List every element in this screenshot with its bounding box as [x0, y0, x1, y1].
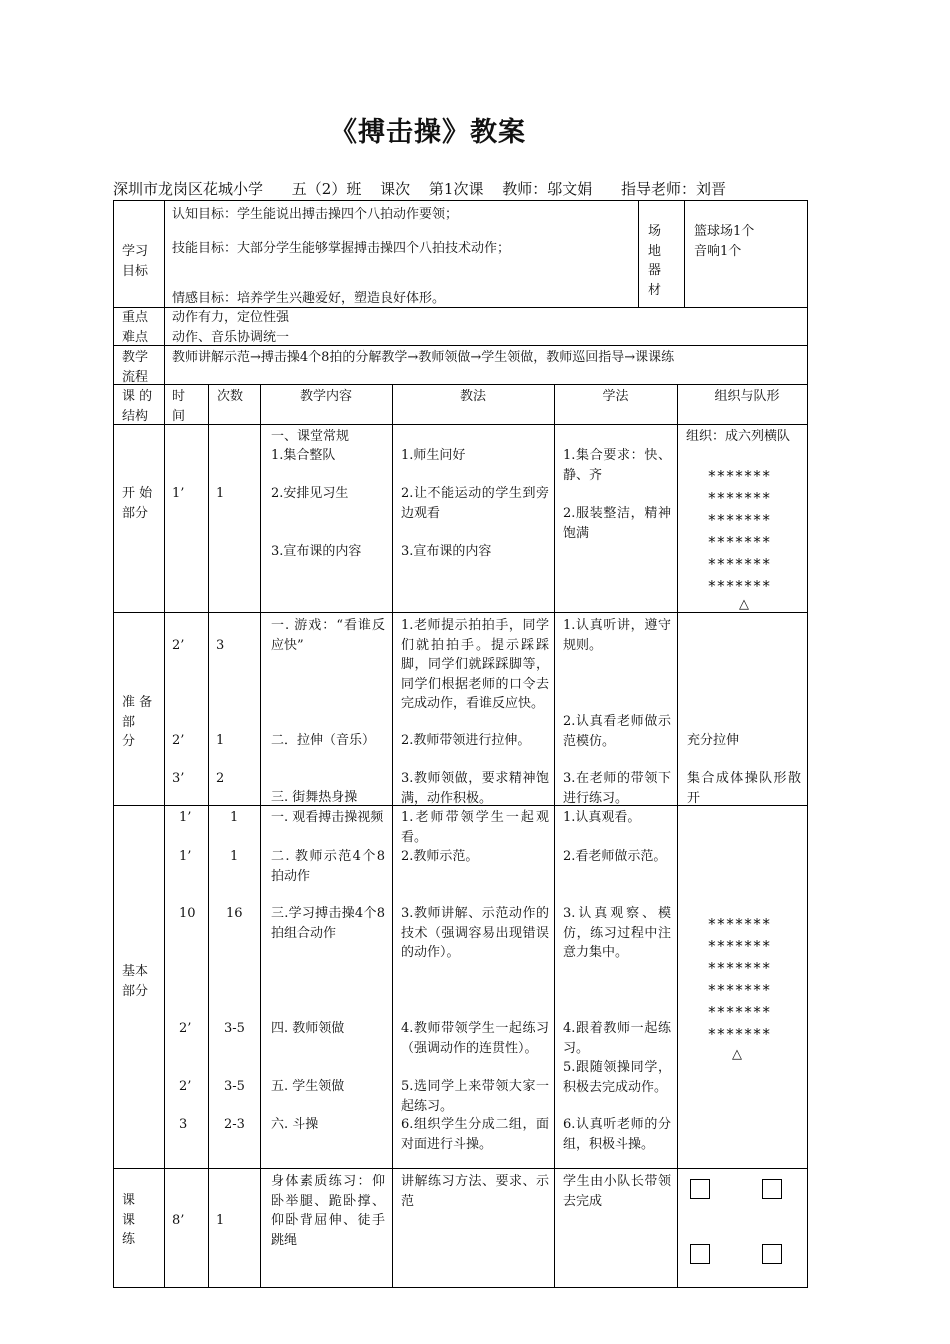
col-content: 教学内容: [299, 389, 352, 404]
basic-learn-4: 4.跟着教师一起练习。: [563, 1021, 671, 1056]
square-icon: [762, 1179, 782, 1199]
page-title: 《搏击操》教案: [330, 117, 526, 148]
prep-learn-2: 2.认真看老师做示范模仿。: [563, 714, 671, 749]
start-learn-1: 1.集合要求：快、静、齐: [563, 448, 671, 483]
basic-content-4: 四. 教师领做: [271, 1021, 345, 1036]
section-prep-label: 准 备 部 分: [122, 695, 153, 749]
basic-method-1: 1.老师带领学生一起观看。: [401, 810, 549, 845]
lesson-header: [113, 178, 740, 199]
section-basic-label: 基本 部分: [122, 964, 149, 999]
basic-formation: ******* ******* ******* ******* ******* *******: [707, 915, 771, 1043]
prep-method-3: 3.教师领做，要求精神饱满，动作积极。: [401, 771, 549, 806]
basic-content-2: 二. 教师示范4个8拍动作: [271, 849, 385, 884]
practice-time: 8’: [172, 1213, 185, 1228]
start-time: 1’: [172, 486, 185, 501]
section-practice-label: 课 课 练: [122, 1193, 136, 1247]
prep-content-2: 二．拉伸（音乐）: [271, 733, 376, 748]
start-content-3: 3.宣布课的内容: [271, 544, 362, 559]
goals-label: 学习 目标: [122, 244, 149, 279]
prep-time-1: 2’: [172, 638, 185, 653]
basic-learn-5: 5.跟随领操同学，积极去完成动作。: [563, 1060, 671, 1095]
prep-content-3: 三. 街舞热身操: [271, 790, 358, 805]
section-start-label: 开 始 部分: [122, 486, 153, 521]
start-content-1: 1.集合整队: [271, 448, 336, 463]
venue-label: 场 地 器 材: [648, 224, 662, 298]
basic-time-3: 10: [179, 906, 196, 921]
start-content-2: 2.安排见习生: [271, 486, 349, 501]
prep-time-2: 2’: [172, 733, 185, 748]
prep-learn-1: 1.认真听讲，遵守规则。: [563, 618, 671, 653]
basic-count-4: 3-5: [224, 1021, 245, 1036]
start-method-2: 2.让不能运动的学生到旁边观看: [401, 486, 549, 521]
basic-content-3: 三.学习搏击操4个8拍组合动作: [271, 906, 385, 941]
start-method-3: 3.宣布课的内容: [401, 544, 492, 559]
prep-count-3: 2: [216, 771, 225, 786]
prep-method-2: 2.教师带领进行拉伸。: [401, 733, 531, 748]
flow-label: 教学 流程: [122, 350, 149, 385]
teacher-name: 教师：邬文娟: [502, 180, 593, 198]
prep-org-2: 充分拉伸: [687, 733, 740, 748]
basic-time-4: 2’: [179, 1021, 192, 1036]
venue-equipment: 篮球场1个 音响1个: [694, 224, 755, 259]
prep-org-3: 集合成体操队形散开: [687, 771, 801, 806]
teaching-flow: 教师讲解示范→搏击操4个8拍的分解教学→教师领做→学生领做，教师巡回指导→课课练: [172, 350, 675, 365]
prep-count-2: 1: [216, 733, 225, 748]
start-count: 1: [216, 486, 225, 501]
basic-count-2: 1: [230, 849, 239, 864]
basic-learn-2: 2.看老师做示范。: [563, 849, 667, 864]
square-icon: [690, 1179, 710, 1199]
emotion-goal: 情感目标：培养学生兴趣爱好，塑造良好体形。: [172, 291, 446, 306]
teacher-position-icon: △: [739, 597, 749, 612]
square-icon: [762, 1244, 782, 1264]
basic-time-2: 1’: [179, 849, 192, 864]
col-structure: 课 的 结构: [122, 389, 153, 424]
basic-method-4: 4.教师带领学生一起练习（强调动作的连贯性）。: [401, 1021, 549, 1056]
basic-method-5: 5.选同学上来带领大家一起练习。: [401, 1079, 549, 1114]
basic-content-5: 五. 学生领做: [271, 1079, 345, 1094]
basic-method-6: 6.组织学生分成二组，面对面进行斗操。: [401, 1117, 549, 1152]
prep-method-1: 1.老师提示拍拍手，同学们就拍拍手。提示踩踩脚，同学们就踩踩脚等，同学们根据老师的口令去完成动作，看谁反应快。: [401, 618, 549, 711]
col-learning: 学法: [602, 389, 629, 404]
col-time: 时 间: [172, 389, 186, 424]
basic-time-5: 2’: [179, 1079, 192, 1094]
start-formation: ******* ******* ******* ******* ******* *******: [707, 467, 771, 595]
basic-time-6: 3: [179, 1117, 188, 1132]
basic-count-1: 1: [230, 810, 239, 825]
basic-count-6: 2-3: [224, 1117, 245, 1132]
key-points: 动作有力，定位性强 动作、音乐协调统一: [172, 310, 290, 345]
basic-time-1: 1’: [179, 810, 192, 825]
practice-content: 身体素质练习：仰卧举腿、跪卧撑、仰卧背屈伸、徒手跳绳: [271, 1174, 385, 1248]
basic-method-2: 2.教师示范。: [401, 849, 479, 864]
practice-count: 1: [216, 1213, 225, 1228]
basic-learn-6: 6.认真听老师的分组，积极斗操。: [563, 1117, 671, 1152]
key-points-label: 重点 难点: [122, 310, 149, 345]
practice-learn: 学生由小队长带领去完成: [563, 1174, 671, 1209]
col-method: 教法: [459, 389, 486, 404]
prep-content-1: 一. 游戏：“看谁反应快”: [271, 618, 385, 653]
practice-method: 讲解练习方法、要求、示范: [401, 1174, 549, 1209]
prep-count-1: 3: [216, 638, 225, 653]
cognitive-goal: 认知目标：学生能说出搏击操四个八拍动作要领；: [172, 207, 459, 222]
basic-method-3: 3.教师讲解、示范动作的技术（强调容易出现错误的动作）。: [401, 906, 549, 960]
lesson-label: 课次: [380, 180, 411, 198]
start-learn-2: 2.服装整洁，精神饱满: [563, 506, 671, 541]
advisor-name: 指导老师：刘晋: [621, 180, 727, 198]
basic-content-6: 六. 斗操: [271, 1117, 319, 1132]
school-name: 深圳市龙岗区花城小学: [113, 180, 264, 198]
col-count: 次数: [217, 389, 244, 404]
start-method-1: 1.师生问好: [401, 448, 466, 463]
basic-count-5: 3-5: [224, 1079, 245, 1094]
col-organization: 组织与队形: [714, 389, 780, 404]
basic-learn-1: 1.认真观看。: [563, 810, 641, 825]
class-name: 五（2）班: [291, 180, 362, 198]
skill-goal: 技能目标：大部分学生能够掌握搏击操四个八拍技术动作；: [172, 241, 511, 256]
teacher-position-icon: △: [732, 1047, 742, 1062]
prep-time-3: 3’: [172, 771, 185, 786]
square-icon: [690, 1244, 710, 1264]
start-organization: 组织：成六列横队: [686, 429, 791, 444]
lesson-number: 第1次课: [428, 180, 484, 198]
basic-count-3: 16: [226, 906, 243, 921]
prep-learn-3: 3.在老师的带领下进行练习。: [563, 771, 671, 806]
basic-learn-3: 3.认真观察、模仿，练习过程中注意力集中。: [563, 906, 671, 960]
basic-content-1: 一. 观看搏击操视频: [271, 810, 384, 825]
start-content-head: 一、课堂常规: [271, 429, 350, 444]
